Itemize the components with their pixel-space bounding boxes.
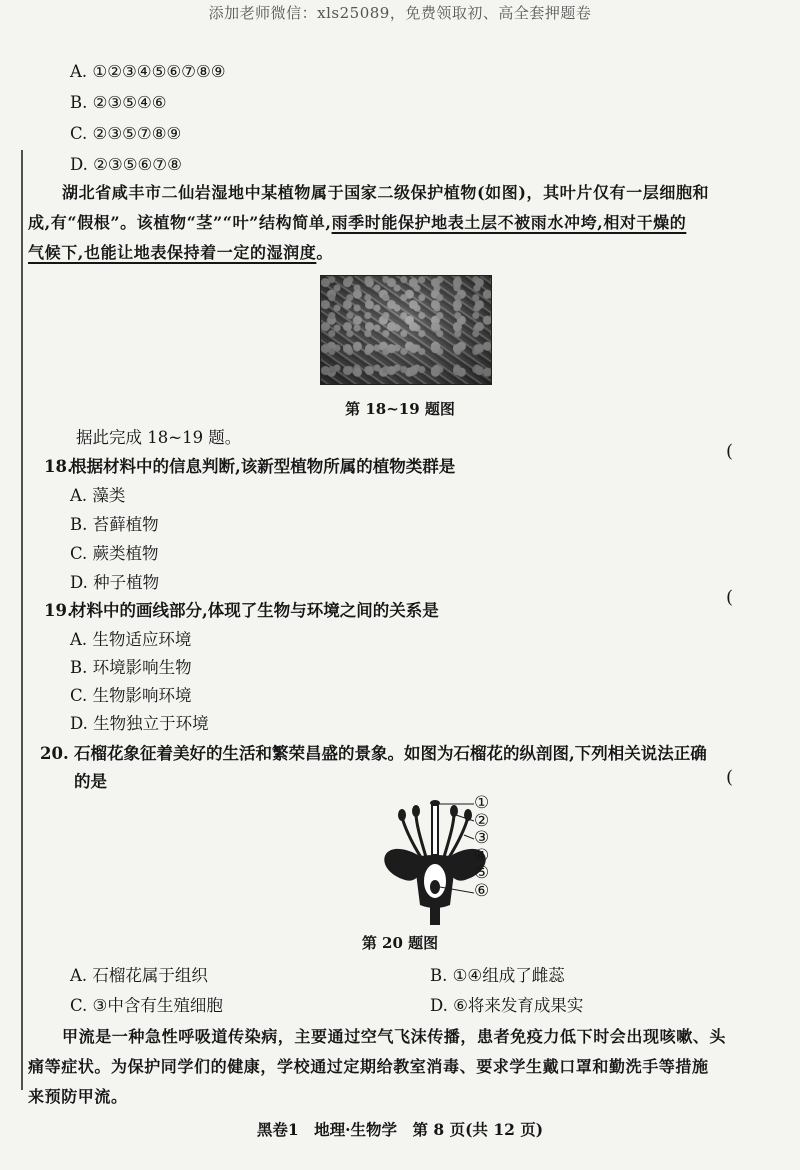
- q19-option-c[interactable]: C. 生物影响环境: [70, 686, 192, 705]
- q18-option-b[interactable]: B. 苔藓植物: [70, 515, 159, 534]
- ovule: [430, 880, 440, 894]
- q19-number: 19.: [44, 601, 73, 620]
- prev-option-a: A. ①②③④⑤⑥⑦⑧⑨: [70, 62, 226, 81]
- q19-text: 材料中的画线部分,体现了生物与环境之间的关系是: [70, 601, 439, 620]
- banner-text: 添加老师微信：xls25089，免费领取初、高全套押题卷: [208, 4, 592, 22]
- q19-stem: [44, 601, 439, 621]
- q19-option-d[interactable]: D. 生物独立于环境: [70, 714, 209, 733]
- stigma: [430, 800, 440, 806]
- q20-option-a[interactable]: A. 石榴花属于组织: [70, 966, 208, 985]
- passage2-line1: 甲流是一种急性呼吸道传染病，主要通过空气飞沫传播，患者免疫力低下时会出现咳嗽、头: [62, 1027, 727, 1046]
- q20-option-c[interactable]: C. ③中含有生殖细胞: [70, 996, 223, 1015]
- q19-option-a[interactable]: A. 生物适应环境: [70, 630, 192, 649]
- q20-text: 石榴花象征着美好的生活和繁荣昌盛的景象。如图为石榴花的纵剖图,下列相关说法正确: [74, 744, 707, 763]
- passage2-line3: 来预防甲流。: [28, 1087, 128, 1106]
- passage1-line1: 湖北省咸丰市二仙岩湿地中某植物属于国家二级保护植物(如图)，其叶片仅有一层细胞和: [62, 183, 710, 202]
- q18-stem: [44, 457, 455, 477]
- q20-number: 20.: [40, 744, 69, 763]
- callout-5: ⑤: [474, 863, 490, 883]
- q20-option-d[interactable]: D. ⑥将来发育成果实: [430, 996, 584, 1015]
- q18-option-a[interactable]: A. 藻类: [70, 486, 126, 505]
- left-anther-2: [412, 805, 420, 817]
- q18-option-c[interactable]: C. 蕨类植物: [70, 544, 159, 563]
- callout-1: ①: [474, 793, 490, 813]
- passage1-line3-underlined: 气候下,也能让地表保持着一定的湿润度: [28, 243, 317, 262]
- pedicel: [430, 905, 440, 925]
- q19-option-b[interactable]: B. 环境影响生物: [70, 658, 192, 677]
- style: [432, 805, 438, 855]
- q18-answer-paren[interactable]: (: [726, 441, 734, 462]
- passage2-line2: 痛等症状。为保护同学们的健康，学校通过定期给教室消毒、要求学生戴口罩和勤洗手等措施: [28, 1057, 709, 1076]
- passage1-line3-end: 。: [316, 243, 333, 262]
- intro-text: 据此完成 18~19 题。: [76, 428, 242, 447]
- q18-number: 18.: [44, 457, 73, 476]
- callout-3: ③: [474, 828, 490, 848]
- q20-stem-line2: 的是: [74, 772, 107, 791]
- q18-option-d[interactable]: D. 种子植物: [70, 573, 160, 592]
- passage1-line3: [28, 243, 333, 263]
- q20-stem-line1: [40, 744, 707, 764]
- plant-photo: [320, 275, 492, 385]
- flower-callouts: [474, 795, 489, 900]
- figure2-caption: 第 20 题图: [361, 934, 439, 952]
- callout-6: ⑥: [474, 880, 490, 901]
- prev-option-d: D. ②③⑤⑥⑦⑧: [70, 155, 182, 174]
- q18-text: 根据材料中的信息判断,该新型植物所属的植物类群是: [70, 457, 456, 476]
- callout-2: ②: [474, 810, 490, 831]
- passage1-line2-underlined: 雨季时能保护地表土层不被雨水冲垮,相对干燥的: [331, 213, 687, 232]
- prev-option-b: B. ②③⑤④⑥: [70, 93, 167, 112]
- callout-4: ④: [474, 845, 490, 866]
- passage1-line2: [28, 213, 686, 233]
- left-anther-1: [398, 809, 406, 821]
- page-footer: 黑卷1 地理·生物学 第 8 页(共 12 页): [256, 1120, 544, 1139]
- q19-answer-paren[interactable]: (: [726, 587, 734, 608]
- q20-answer-paren[interactable]: (: [726, 767, 734, 788]
- passage1-line2-plain: 成,有“假根”。该植物“茎”“叶”结构简单,: [28, 213, 332, 232]
- prev-option-c: C. ②③⑤⑦⑧⑨: [70, 124, 182, 143]
- q20-option-b[interactable]: B. ①④组成了雌蕊: [430, 966, 565, 985]
- figure1-caption: 第 18~19 题图: [345, 400, 455, 418]
